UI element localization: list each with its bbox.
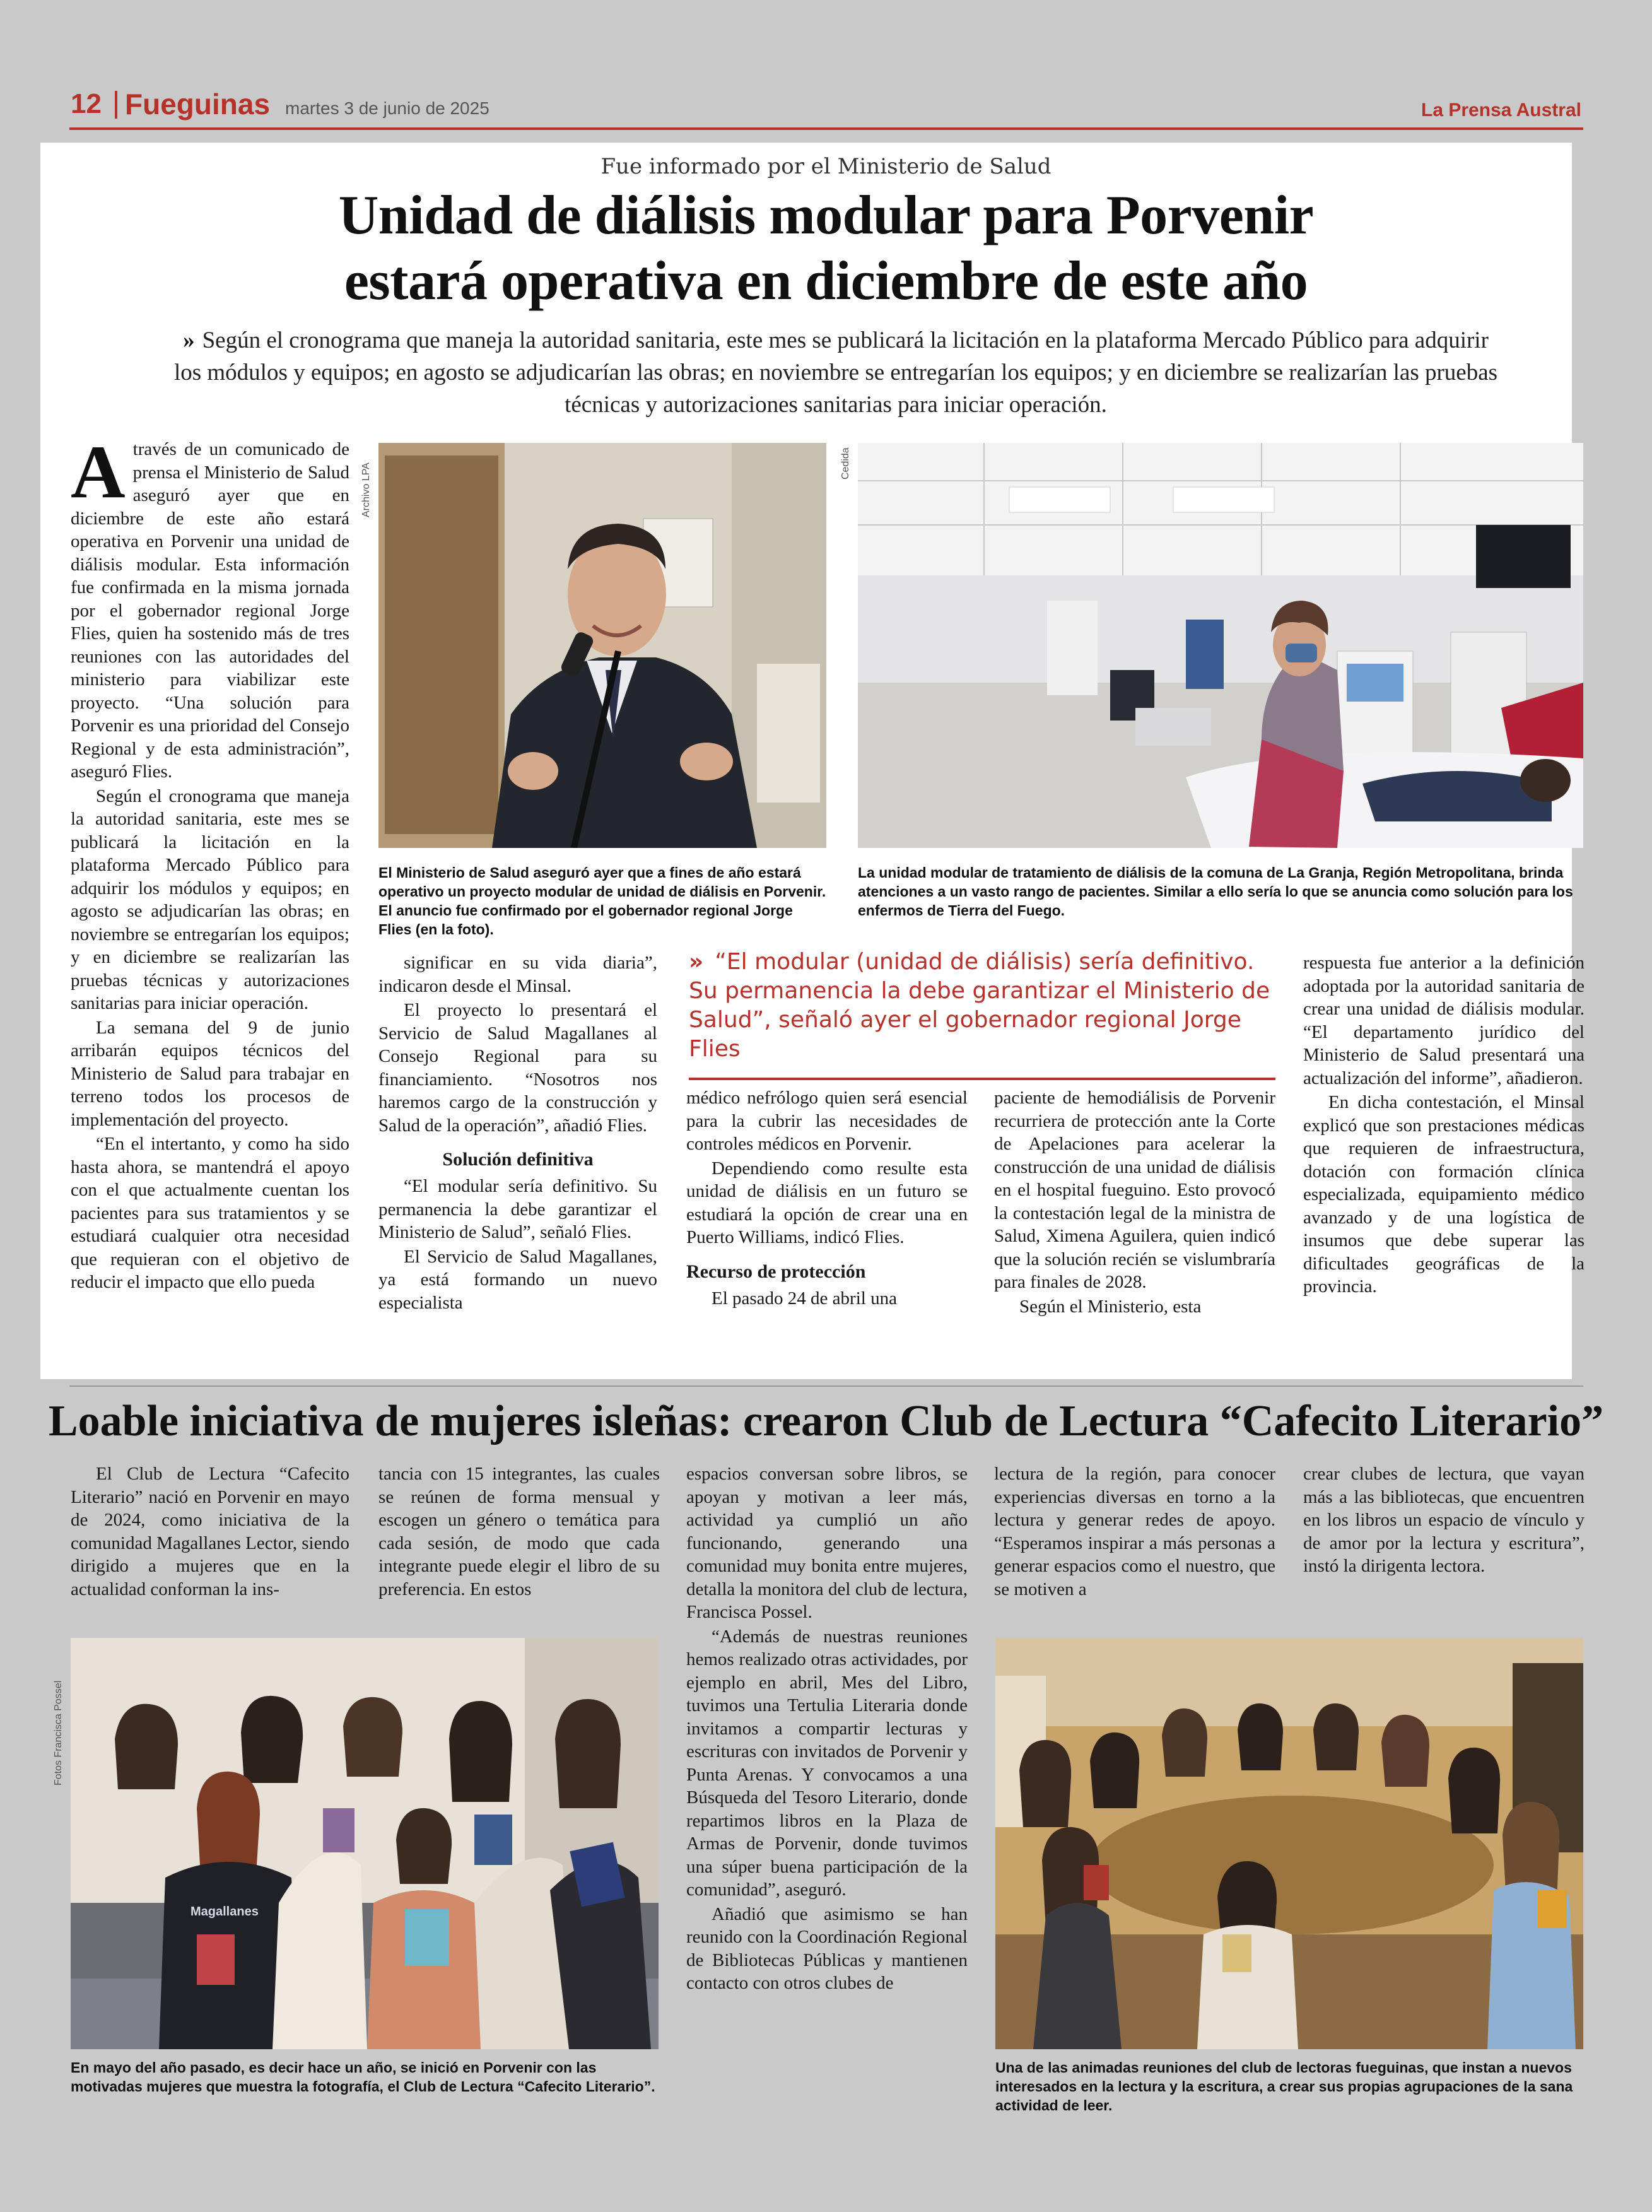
paragraph: La semana del 9 de junio arribarán equipos técnicos del Ministerio de Salud para trabajar en terreno todos los procesos de implementación del proyecto. xyxy=(71,1017,349,1130)
paragraph: El proyecto lo presentará el Servicio de Salud Magallanes al Consejo Regional para su financiamiento. “Nosotros nos haremos cargo de la construcción y Salud de la operación”, añadió Flies. xyxy=(378,1000,657,1136)
paragraph: El Club de Lectura “Cafecito Literario” nació en Porvenir en mayo de 2024, como iniciativa de la comunidad Magallanes Lector, siendo dirigido a mujeres que en la actualidad conforman la ins- xyxy=(71,1464,349,1599)
story1-column-3 xyxy=(686,1086,968,1310)
story1-deck xyxy=(170,324,1501,421)
paragraph: “El modular sería definitivo. Su permanencia la debe garantizar el Ministerio de Salud”, señaló Flies. xyxy=(378,1176,657,1242)
photo-dialysis-unit xyxy=(858,443,1583,848)
story2-photo-credit: Fotos Francisca Possel xyxy=(53,1680,64,1785)
paragraph: través de un comunicado de prensa el Ministerio de Salud aseguró ayer que en diciembre de este año estará operativa en Porvenir una unidad de diálisis modular. Esta información fue confirmada en la misma jornada por el gobernador regional Jorge Flies, quien ha sostenido más de tres reuniones con las autoridades del ministerio para viabilizar este proyecto. “Una solución para Porvenir es una prioridad del Consejo Regional y de esta administración”, aseguró Flies. xyxy=(71,439,349,782)
photo2-caption: La unidad modular de tratamiento de diálisis de la comuna de La Granja, Región Metropolitana, brinda atenciones a un vasto rango de pacientes. Similar a ello sería lo que se anuncia como solución para los enfermos de Tierra del Fuego. xyxy=(858,864,1573,919)
paragraph: paciente de hemodiálisis de Porvenir recurriera de protección ante la Corte de Apelaciones para acelerar la construcción de una unidad de diálisis en el hospital fueguino. Esto provocó la contestación legal de la ministra de Salud, Ximena Aguilera, quien indicó que la solución recién se vislumbraría para finales de 2028. xyxy=(994,1088,1275,1292)
photo-book-club-group xyxy=(71,1638,659,2049)
paragraph: Dependiendo como resulte esta unidad de diálisis en un futuro se estudiará la opción de crear una en Puerto Williams, indicó Flies. xyxy=(686,1158,968,1247)
paragraph: lectura de la región, para conocer experiencias diversas en torno a la lectura y generar redes de apoyo. “Esperamos inspirar a más personas a generar espacios como el nuestro, que se motiven a xyxy=(994,1464,1275,1599)
story2-column-5 xyxy=(1303,1462,1585,1578)
paragraph: “En el intertanto, y como ha sido hasta ahora, se mantendrá el apoyo con el que actualmente cuentan los pacientes para sus tratamientos y se estudiará cualquier otra necesidad que requieran con el objetivo de reducir el impacto que ello pueda xyxy=(71,1134,349,1292)
story1-column-5 xyxy=(1303,951,1585,1298)
paragraph: El pasado 24 de abril una xyxy=(712,1288,897,1309)
header-divider xyxy=(115,91,117,119)
drop-cap: A xyxy=(71,430,126,514)
story1-column-2 xyxy=(378,951,657,1314)
paragraph: Añadió que asimismo se han reunido con la Coordinación Regional de Bibliotecas Públicas y mantienen contacto con otros clubes de xyxy=(686,1903,968,1993)
pull-quote-arrow-icon: » xyxy=(689,949,704,975)
section-name: Fueguinas xyxy=(125,88,271,121)
newspaper-name: La Prensa Austral xyxy=(1421,100,1581,121)
page-number: 12 xyxy=(71,88,102,119)
story1-column-1 xyxy=(71,430,349,1294)
story2-photo1-caption: En mayo del año pasado, es decir hace un año, se inició en Porvenir con las motivadas mujeres que muestra la fotografía, el Club de Lectura “Cafecito Literario”. xyxy=(71,2059,655,2095)
paragraph: respuesta fue anterior a la definición adoptada por la autoridad sanitaria de crear una unidad de diálisis modular. “El departamento jurídico del Ministerio de Salud presentará una actualización del informe”, añadieron. xyxy=(1303,953,1585,1088)
subhead-solucion: Solución definitiva xyxy=(442,1149,594,1170)
photo-flies xyxy=(378,443,826,848)
paragraph: tancia con 15 integrantes, las cuales se reúnen de forma mensual y escogen un género o temática para cada sesión, de modo que cada integrante puede elegir el libro de su preferencia. En estos xyxy=(378,1464,660,1599)
paragraph: significar en su vida diaria”, indicaron desde el Minsal. xyxy=(378,953,657,996)
story1-headline xyxy=(0,183,1652,314)
paragraph: Según el Ministerio, esta xyxy=(1019,1296,1202,1317)
shirt-print: Magallanes xyxy=(190,1905,259,1919)
photo-book-club-meeting xyxy=(995,1638,1583,2049)
photo2-credit: Cedida xyxy=(840,447,851,479)
deck-arrow-icon: » xyxy=(183,327,195,353)
story1-headline-text: Unidad de diálisis modular para Porvenir estará operativa en diciembre de este año xyxy=(338,185,1314,312)
issue-date: martes 3 de junio de 2025 xyxy=(285,98,489,118)
story2-headline: Loable iniciativa de mujeres isleñas: crearon Club de Lectura “Cafecito Literario” xyxy=(48,1397,1604,1445)
story2-column-3 xyxy=(686,1462,968,1995)
story1-deck-text: Según el cronograma que maneja la autoridad sanitaria, este mes se publicará la licitación en la plataforma Mercado Público para adquirir los módulos y equipos; en agosto se adjudicarían las obras; en noviembre se entregarían los equipos; y en diciembre se realizarían las pruebas técnicas y autorizaciones sanitarias para iniciar operación. xyxy=(173,327,1498,418)
paragraph: crear clubes de lectura, que vayan más a las bibliotecas, que encuentren en los libros un espacio de vínculo y de amor por la lectura y escritura”, instó la dirigenta lectora. xyxy=(1303,1464,1585,1576)
subhead-recurso: Recurso de protección xyxy=(686,1261,866,1282)
paragraph: Según el cronograma que maneja la autoridad sanitaria, este mes se publicará la licitación en la plataforma Mercado Público para adquirir los módulos y equipos; en agosto se adjudicarían las obras; en noviembre se entregarían los equipos; y en diciembre se realizarían las pruebas técnicas y autorizaciones sanitarias para iniciar operación. xyxy=(71,785,349,1013)
paragraph: “Además de nuestras reuniones hemos realizado otras actividades, por ejemplo en abril, Mes del Libro, tuvimos una Tertulia Literaria donde invitamos a compartir lecturas y escrituras con invitados de Porvenir y Punta Arenas. Y convocamos a una Búsqueda del Tesoro Literario, donde repartimos libros en la Plaza de Armas de Porvenir, donde tuvimos una súper buena participación de la comunidad”, aseguró. xyxy=(686,1626,968,1900)
story1-column-4 xyxy=(994,1086,1275,1318)
photo1-caption: El Ministerio de Salud aseguró ayer que a fines de año estará operativo un proyecto modular de unidad de diálisis en Porvenir. El anuncio fue confirmado por el gobernador regional Jorge Flies (en la foto). xyxy=(378,864,826,938)
pull-quote xyxy=(689,948,1275,1080)
pull-quote-text: “El modular (unidad de diálisis) sería definitivo. Su permanencia la debe garantizar el Ministerio de Salud”, señaló ayer el gobernador regional Jorge Flies xyxy=(689,949,1270,1062)
paragraph: médico nefrólogo quien será esencial para la cubrir las necesidades de controles médicos en Porvenir. xyxy=(686,1088,968,1154)
story2-column-1 xyxy=(71,1462,349,1601)
section-divider xyxy=(69,1385,1583,1387)
paragraph: El Servicio de Salud Magallanes, ya está formando un nuevo especialista xyxy=(378,1246,657,1313)
paragraph: espacios conversan sobre libros, se apoyan y motivan a leer más, actividad ya cumplió un año funcionando, generando una comunidad muy bonita entre mujeres, detalla la monitora del club de lectura, Francisca Possel. xyxy=(686,1464,968,1622)
story1-kicker: Fue informado por el Ministerio de Salud xyxy=(600,154,1052,179)
photo1-credit: Archivo LPA xyxy=(361,462,372,517)
story2-column-2 xyxy=(378,1462,660,1601)
paragraph: En dicha contestación, el Minsal explicó que son prestaciones médicas que requieren de infraestructura, dotación con formación clínica especializada, equipamiento médico avanzado y de una logística de insumos que debe superar las dificultades geográficas de la provincia. xyxy=(1303,1092,1585,1297)
story2-column-4 xyxy=(994,1462,1275,1601)
story2-photo2-caption: Una de las animadas reuniones del club de lectoras fueguinas, que instan a nuevos interesados en la lectura y la escritura, a crear sus propias agrupaciones de la sana actividad de leer. xyxy=(995,2059,1573,2114)
